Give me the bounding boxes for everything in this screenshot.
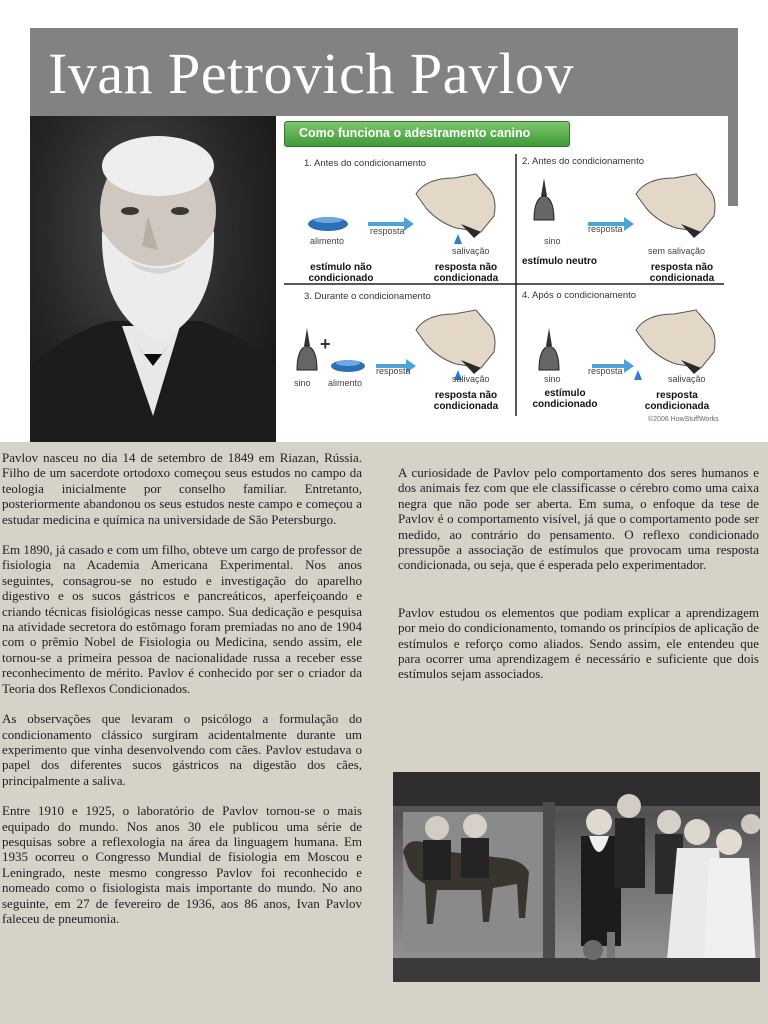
laboratory-illustration (393, 772, 760, 982)
label-alimento: alimento (310, 236, 345, 246)
label-resposta: resposta (370, 226, 405, 236)
label-estimulo-condicionado: estímulo condicionado (532, 388, 598, 410)
label-salivacao-4: salivação (668, 374, 706, 384)
portrait-illustration (30, 116, 276, 442)
label-sino: sino (544, 236, 561, 246)
right-text-column (398, 465, 759, 682)
label-resposta-nao-condicionada-3: resposta não condicionada (433, 390, 499, 412)
label-resposta-condicionada: resposta condicionada (644, 390, 710, 412)
plus-sign: + (320, 334, 331, 354)
label-resposta-4: resposta (588, 366, 623, 376)
label-alimento-3: alimento (328, 378, 363, 388)
diagram-heading: Como funciona o adestramento canino (299, 126, 531, 140)
paragraph-behavior: A curiosidade de Pavlov pelo comportamento dos seres humanos e dos animais fez com que ele classificasse o cérebro como uma caixa negra que não pode ser aberta. Em suma, o enfoque da tese de Pavlov é o comportamento visível, já que o comportamento pode ser medido, ao contrário do pensamento. O reflexo condicionado pressupõe a associação de estímulos que provocam uma resposta condicionada, ou seja, que é esperada pelo experimentador. (398, 465, 759, 573)
laboratory-photo (393, 772, 760, 982)
page-title: Ivan Petrovich Pavlov (48, 41, 574, 106)
diagram-step-1: 1. Antes do condicionamento (304, 158, 427, 169)
paragraph-laboratory: Entre 1910 e 1925, o laboratório de Pavlov tornou-se o mais equipado do mundo. Nos anos 30 ele publicou uma série de pesquisas sobre a reflexologia na área da linguagem humana. Em 1935 ocorreu o Congresso Mundial de fisiologia em Moscou e Leningrado, neste mesmo congresso Pavlov foi reconhecido e nomeado como o fisiologista mais importante do mundo. No ano seguinte, em 27 de fevereiro de 1936, aos 86 anos, Ivan Pavlov faleceu de pneumonia. (2, 803, 362, 926)
label-salivacao-3: salivação (452, 374, 490, 384)
label-sino-3: sino (294, 378, 311, 388)
label-resposta-2: resposta (588, 224, 623, 234)
label-resposta-3: resposta (376, 366, 411, 376)
label-salivacao: salivação (452, 246, 490, 256)
title-banner (30, 28, 738, 116)
label-estimulo-nao-condicionado: estímulo não condicionado (308, 262, 374, 284)
label-resposta-nao-condicionada-2: resposta não condicionada (649, 262, 715, 284)
left-text-column (2, 450, 362, 926)
diagram-step-3: 3. Durante o condicionamento (304, 291, 431, 302)
paragraph-career: Em 1890, já casado e com um filho, obteve um cargo de professor de fisiologia na Academia Americana Experimental. Nos anos seguintes, consagrou-se no estudo e investigação do aparelho digestivo e os sucos gástricos e pancreáticos, aperfeiçoando e criando técnicas fisiológicas nesse campo. Sua dedicação e pesquisa na atividade secretora do estômago foram premiadas no ano de 1904 com o prêmio Nobel de Fisiologia ou Medicina, sendo assim, ele tornou-se a primeira pessoa de nacionalidade russa a receber esse reconhecimento de mérito. Pavlov é conhecido por ser o criador da Teoria dos Reflexos Condicionados. (2, 542, 362, 696)
banner-accent-strip (728, 116, 738, 206)
label-sem-salivacao: sem salivação (648, 246, 706, 256)
paragraph-birth: Pavlov nasceu no dia 14 de setembro de 1849 em Riazan, Rússia. Filho de um sacerdote ortodoxo começou seus estudos no campo da teologia inicialmente por conselho familiar. Entretanto, posteriormente abandonou os seus estudos neste campo e começou a estudar medicina e química na universidade de São Petersburgo. (2, 450, 362, 527)
diagram-heading-banner (284, 121, 570, 147)
pavlov-portrait-photo (30, 116, 276, 442)
label-resposta-nao-condicionada: resposta não condicionada (433, 262, 499, 284)
diagram-step-2: 2. Antes do condicionamento (522, 156, 645, 167)
label-estimulo-neutro: estímulo neutro (522, 256, 598, 267)
paragraph-observations: As observações que levaram o psicólogo a formulação do condicionamento clássico surgiram acidentalmente durante um experimento que vinha desenvolvendo com cães. Pavlov estudava o papel dos diferentes sucos gástricos na digestão dos cães, principalmente a saliva. (2, 711, 362, 788)
paragraph-learning: Pavlov estudou os elementos que podiam explicar a aprendizagem por meio do condicionamento, tomando os princípios de aplicação de estímulos e reforço como aliados. Sendo assim, ele entendeu que para ocorrer uma aprendizagem é necessário e suficiente que dois estímulos sejam associados. (398, 604, 760, 682)
diagram-credit: ©2006 HowStuffWorks (648, 416, 719, 423)
diagram-step-4: 4. Após o condicionamento (522, 290, 637, 301)
conditioning-diagram (276, 116, 728, 434)
label-sino-4: sino (544, 374, 561, 384)
